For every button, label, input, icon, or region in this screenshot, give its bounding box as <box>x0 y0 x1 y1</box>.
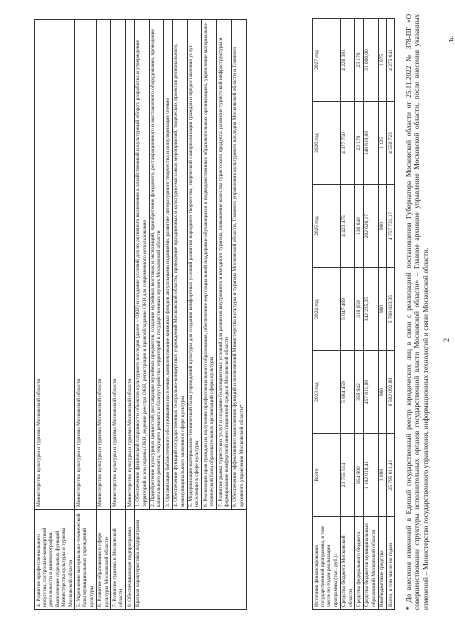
finance-row <box>340 19 355 610</box>
subprogram-name: 8. Обеспечивающая подпрограмма <box>126 510 134 610</box>
subprogram-name: 5. Укрепление материально-технической базы муниципальных учреждений культуры <box>75 510 96 610</box>
finance-header-2023: 2023 год <box>313 351 341 434</box>
goal-item: 6. Реализация прав граждан на получение профессионального образования, обеспечение мер социальной поддержки обучающихся в подведомственных образовательных организациях, укрепление материально-технической базы образовательных организаций сферы культуры <box>202 20 217 510</box>
finance-cell: 23 179 <box>355 102 363 185</box>
footnote-text: До внесения изменений в Единый государственный реестр юридических лиц в связи с реализацией постановления Губернатора Московской области от 25.11.2022 № 378-ПГ «О совершенствовании структуры исполнительных органов государственной власти Московской области» – Главное архивное управление Московской области, после внесения указанных изменений – Министерство государственного управления, информационных технологий и связи Московской области. <box>405 13 430 610</box>
finance-cell: 318 059 <box>355 268 363 351</box>
subprogram-name: 6. Развитие образования в сфере культуры Московской области <box>96 510 111 610</box>
finance-header-2024: 2024 год <box>313 268 341 351</box>
table-row <box>75 20 96 610</box>
goal-item: 5. Модернизация материально-технической базы учреждений культуры для создания комфортных условий развития народного творчества, творческой самореализации граждан и предоставления услуг населению в сфере культуры <box>187 20 202 510</box>
finance-cell: 202 626,17 <box>363 185 378 268</box>
finance-cell: 130 640 <box>355 185 363 268</box>
table-row <box>111 20 126 610</box>
finance-header-2027: 2027 год <box>313 19 341 102</box>
finance-row <box>378 19 386 610</box>
subprogram-name: 7. Развитие туризма в Московской области <box>111 510 126 610</box>
table-row <box>134 20 149 610</box>
finance-cell: 4 757 731,17 <box>387 185 395 268</box>
finance-cell: 1 125 <box>378 102 386 185</box>
page-number: 2 <box>442 338 451 342</box>
goal-item: 8. Обеспечение эффективного выполнения функций и полномочий Министерства культуры и туризма Московской области, Главного управления культурного наследия Московской области и Главного архивного управления Московской области* <box>231 20 246 510</box>
finance-source: Средства федерального бюджета <box>355 517 363 610</box>
finance-cell: 4 275 641 <box>387 19 395 102</box>
finance-cell: 960 <box>378 185 386 268</box>
finance-cell: 1 182 018,41 <box>363 434 378 517</box>
finance-header-total: Всего <box>313 434 341 517</box>
finance-cell: 4 423 475 <box>340 185 355 268</box>
finance-grid <box>312 18 395 610</box>
finance-header-source: Источник финансирования государственной программы, в том числе по годам реализации программы (тыс. руб.): <box>313 517 341 610</box>
finance-cell: 457 611,89 <box>363 351 378 434</box>
finance-cell: 5 047 469 <box>340 268 355 351</box>
finance-cell: 23 755 514 <box>340 434 355 517</box>
finance-cell: 148 619,00 <box>363 102 378 185</box>
table-row <box>35 20 75 610</box>
finance-cell: 31 006,00 <box>363 19 378 102</box>
finance-cell: 960 <box>378 351 386 434</box>
finance-cell: 854 990 <box>355 434 363 517</box>
goals-label: Краткая характеристика подпрограмм <box>134 510 246 610</box>
finance-cell: 6 502 092,89 <box>387 351 395 434</box>
goal-item: 3. Организация библиотечного обслуживания населения, комплектование книжных фондов актуальными изданиями, развитие литературного творчества и популяризация чтения <box>164 20 172 510</box>
responsible-body: Министерство культуры и туризма Московской области <box>96 20 111 510</box>
finance-source: Внебюджетные средства <box>378 517 386 610</box>
finance-header-2025: 2025 год <box>313 185 341 268</box>
finance-header-2026: 2026 год <box>313 102 341 185</box>
finance-cell: 4 220 381 <box>340 19 355 102</box>
finance-header-row <box>313 19 341 610</box>
finance-cell: 960 <box>378 268 386 351</box>
finance-table <box>312 18 395 610</box>
subprogram-name: 4. Развитие профессионального искусства, гастрольно-концертной деятельности и кинематографии. Выполнение отдельных функций Министерства культуры и туризма Московской области <box>35 510 75 610</box>
finance-cell: 5 684 459 <box>340 351 355 434</box>
finance-total-row <box>387 19 395 610</box>
responsible-body: Министерство культуры и туризма Московской области <box>75 20 96 510</box>
program-table <box>34 18 247 610</box>
responsible-body: Министерство культуры и туризма Московской области <box>126 20 134 510</box>
finance-source: Средства бюджета Московской области <box>340 517 355 610</box>
goal-item: 4. Обеспечение функций государственных театрально-концертных учреждений Московской области, проведение праздничных и культурно-массовых мероприятий, творческих проектов регионального, межмуниципального значения в сфере культуры <box>172 20 187 510</box>
finance-row <box>355 19 363 610</box>
responsible-body: Министерство культуры и туризма Московской области <box>111 20 126 510</box>
table-row <box>126 20 134 610</box>
corner-mark: ъ. <box>446 35 455 42</box>
finance-cell: 25 795 611,41 <box>387 434 395 517</box>
finance-cell: 4 550 723 <box>387 102 395 185</box>
finance-source: Средства бюджетов муниципальных образований Московской области <box>363 517 378 610</box>
finance-cell: 5 708 823,35 <box>387 268 395 351</box>
finance-cell: 1 075 <box>378 19 386 102</box>
finance-cell: 342 235,35 <box>363 268 378 351</box>
subprogram-table <box>34 19 247 610</box>
finance-cell: 4 377 750 <box>340 102 355 185</box>
goal-item: 2. Приобретение культурных ценностей, реставрация музейных предметов, создание музейных выставок и экспозиций, приобретение фондового, реставрационного и выставочного оборудования, проведение капитального ремонта, текущего ремонта и благоустройства территорий в государственных музеях Московской области <box>149 20 164 510</box>
finance-cell: 3 088 <box>378 434 386 517</box>
goal-item: 1. Обеспечение физической сохранности объектов культурного наследия (далее – ОКН) и создание условий для их активного включения в хозяйственный и культурный оборот, разработка и утверждение территорий и зон охраны ОКН, ведение реестра ОКН, регистрация и правообладание ОКН для современного использования <box>134 20 149 510</box>
footnote <box>405 14 430 610</box>
finance-cell: 23 179 <box>355 19 363 102</box>
responsible-body: Министерство культуры и туризма Московской области <box>35 20 75 510</box>
table-row <box>96 20 111 610</box>
footnote-marker: * <box>405 606 413 610</box>
finance-cell: 359 942 <box>355 351 363 434</box>
finance-source: Всего, в том числе по годам <box>387 517 395 610</box>
finance-row <box>363 19 378 610</box>
goal-item: 7. Развитие рынка туристских услуг и создание благоприятных условий для развития внутреннего и въездного туризма, повышение качества туристского продукта, развитие туристской инфраструктуры и формирование комфортной инвестиционной среды в Московской области <box>217 20 232 510</box>
